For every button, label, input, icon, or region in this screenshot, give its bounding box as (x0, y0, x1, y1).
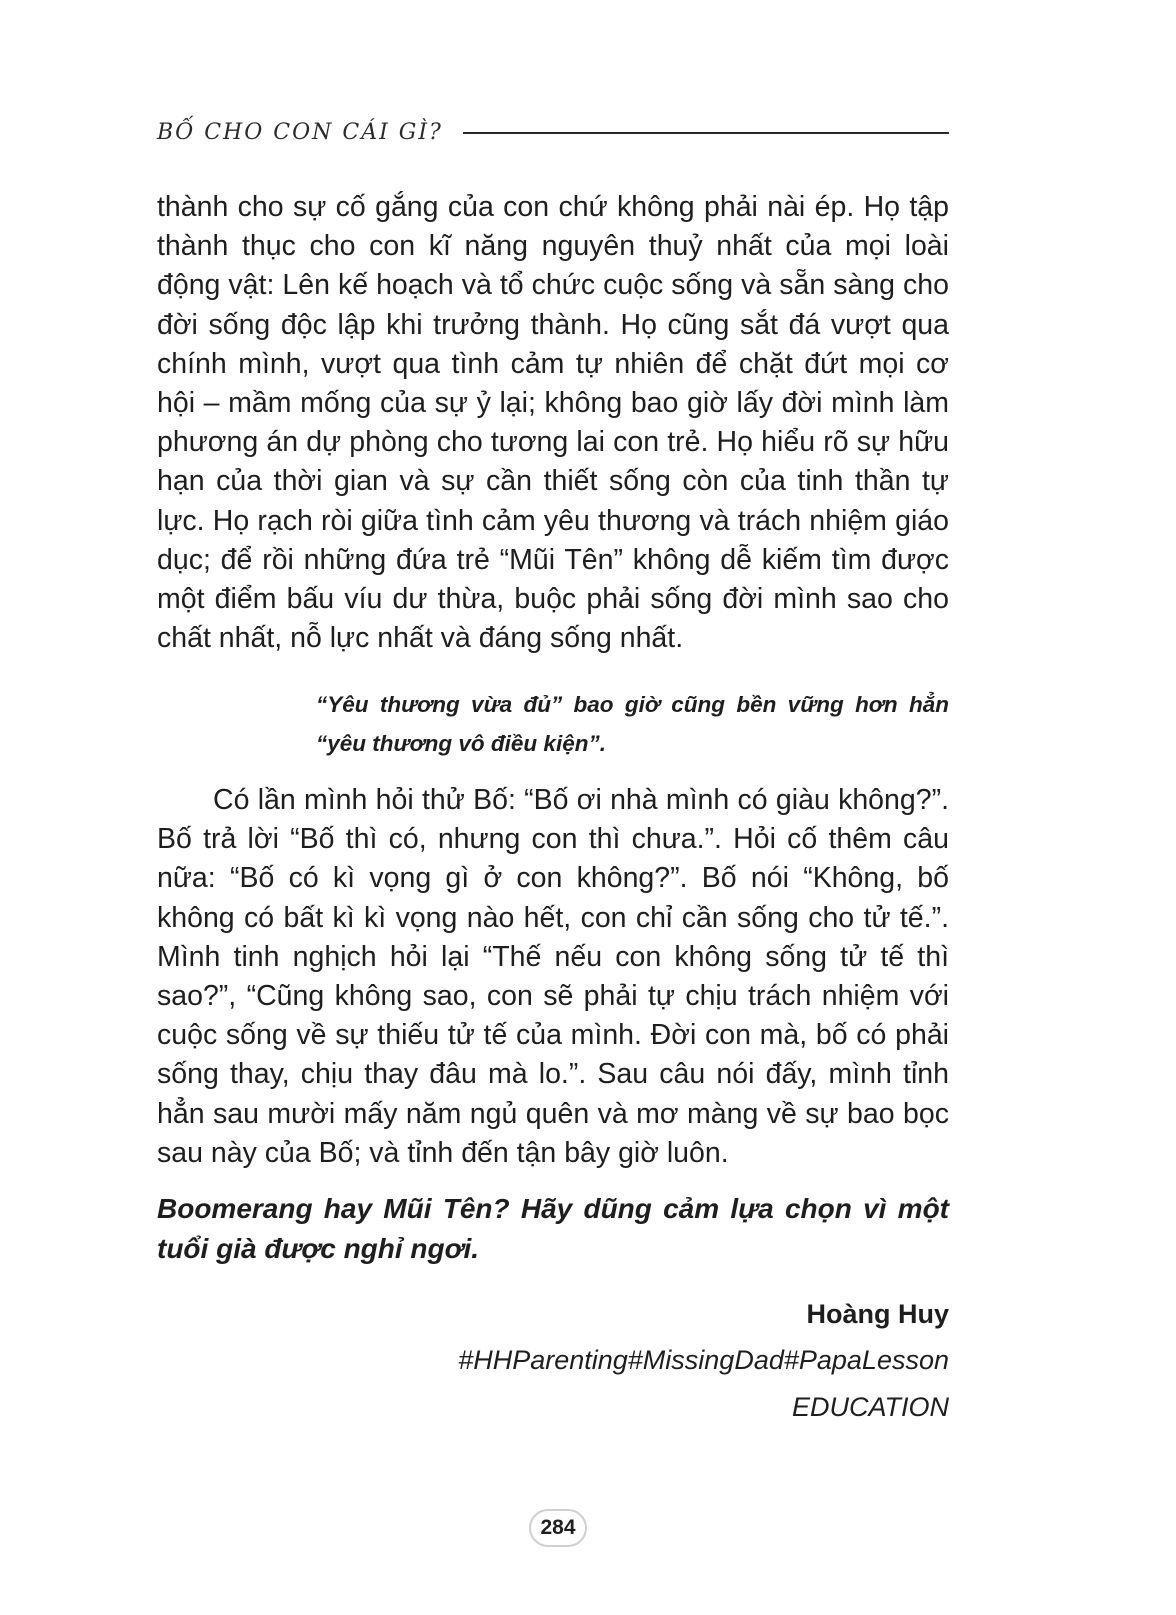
running-header (157, 112, 949, 152)
hashtags: #HHParenting#MissingDad#PapaLesson (458, 1345, 949, 1375)
pull-quote: “Yêu thương vừa đủ” bao giờ cũng bền vững hơn hẳn “yêu thương vô điều kiện”. (316, 692, 949, 756)
page-number: 284 (529, 1509, 587, 1547)
book-title: BỐ CHO CON CÁI GÌ? (157, 119, 443, 145)
author-name: Hoàng Huy (806, 1299, 949, 1329)
body-paragraph-2: Có lần mình hỏi thử Bố: “Bố ơi nhà mình có giàu không?”. Bố trả lời “Bố thì có, nhưng con thì chưa.”. Hỏi cố thêm câu nữa: “Bố có kì vọng gì ở con không?”. Bố nói “Không, bố không có bất kì kì vọng nào hết, con chỉ cần sống cho tử tế.”. Mình tinh nghịch hỏi lại “Thế nếu con không sống tử tế thì sao?”, “Cũng không sao, con sẽ phải tự chịu trách nhiệm với cuộc sống về sự thiếu tử tế của mình. Đời con mà, bố có phải sống thay, chịu thay đâu mà lo.”. Sau câu nói đấy, mình tỉnh hẳn sau mười mấy năm ngủ quên và mơ màng về sự bao bọc sau này của Bố; và tỉnh đến tận bây giờ luôn. (157, 784, 949, 1169)
closing-statement: Boomerang hay Mũi Tên? Hãy dũng cảm lựa chọn vì một tuổi già được nghỉ ngơi. (157, 1193, 949, 1264)
body-paragraph-1: thành cho sự cố gắng của con chứ không phải nài ép. Họ tập thành thục cho con kĩ năng nguyên thuỷ nhất của mọi loài động vật: Lên kế hoạch và tổ chức cuộc sống và sẵn sàng cho đời sống độc lập khi trưởng thành. Họ cũng sắt đá vượt qua chính mình, vượt qua tình cảm tự nhiên để chặt đứt mọi cơ hội – mầm mống của sự ỷ lại; không bao giờ lấy đời mình làm phương án dự phòng cho tương lai con trẻ. Họ hiểu rõ sự hữu hạn của thời gian và sự cần thiết sống còn của tinh thần tự lực. Họ rạch ròi giữa tình cảm yêu thương và trách nhiệm giáo dục; để rồi những đứa trẻ “Mũi Tên” không dễ kiếm tìm được một điểm bấu víu dư thừa, buộc phải sống đời mình sao cho chất nhất, nỗ lực nhất và đáng sống nhất. (157, 191, 949, 655)
category-label: EDUCATION (791, 1392, 949, 1422)
header-rule (463, 132, 949, 134)
